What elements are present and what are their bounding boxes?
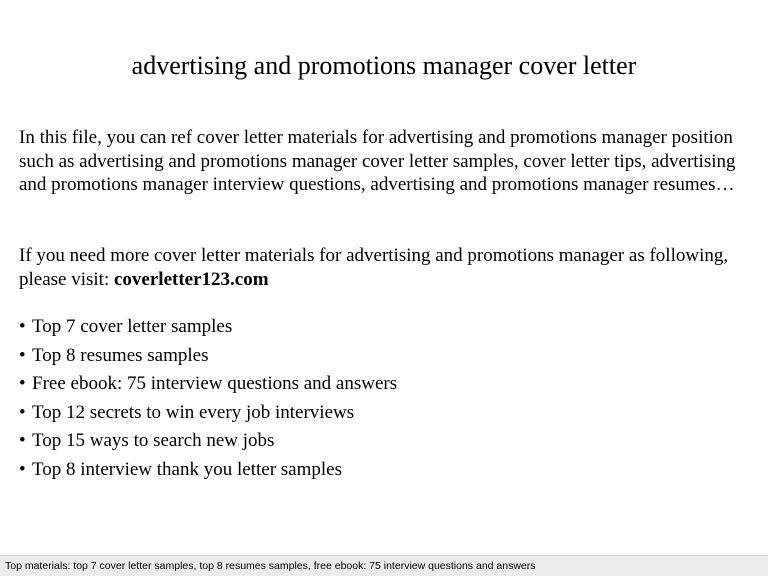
coverletter-site-link[interactable]: coverletter123.com bbox=[113, 268, 269, 290]
bullet-icon: • bbox=[19, 401, 26, 423]
list-item[interactable] bbox=[19, 427, 397, 456]
list-item[interactable] bbox=[19, 370, 397, 399]
list-item[interactable] bbox=[19, 456, 397, 485]
list-item-label: Top 7 cover letter samples bbox=[32, 316, 233, 337]
intro-paragraph: In this file, you can ref cover letter materials for advertising and promotions manager position such as advertising and promotions manager cover letter samples, cover letter tips, advertising and promotions manager interview questions, advertising and promotions manager resumes… bbox=[19, 127, 736, 195]
list-item[interactable] bbox=[19, 399, 397, 428]
bullet-icon: • bbox=[19, 373, 26, 394]
footer-text: Top materials: top 7 cover letter samples, top 8 resumes samples, free ebook: 75 interview questions and answers bbox=[5, 560, 536, 572]
list-item-label: Top 8 resumes samples bbox=[32, 344, 209, 366]
materials-list bbox=[19, 313, 397, 484]
page-title: advertising and promotions manager cover letter bbox=[131, 51, 637, 80]
list-item-label: Top 12 secrets to win every job interviews bbox=[32, 401, 355, 423]
visit-paragraph bbox=[19, 244, 759, 291]
list-item-label: Top 15 ways to search new jobs bbox=[32, 430, 275, 451]
bullet-icon: • bbox=[19, 430, 26, 451]
list-item-label: Top 8 interview thank you letter samples bbox=[32, 458, 342, 480]
bullet-icon: • bbox=[19, 316, 26, 337]
list-item-label: Free ebook: 75 interview questions and answers bbox=[32, 373, 398, 394]
list-item[interactable] bbox=[19, 342, 397, 371]
list-item[interactable] bbox=[19, 313, 397, 342]
visit-text: If you need more cover letter materials for advertising and promotions manager as following, please visit: bbox=[19, 245, 729, 290]
bullet-icon: • bbox=[19, 458, 26, 480]
footer-bar bbox=[0, 555, 768, 576]
bullet-icon: • bbox=[19, 344, 26, 366]
